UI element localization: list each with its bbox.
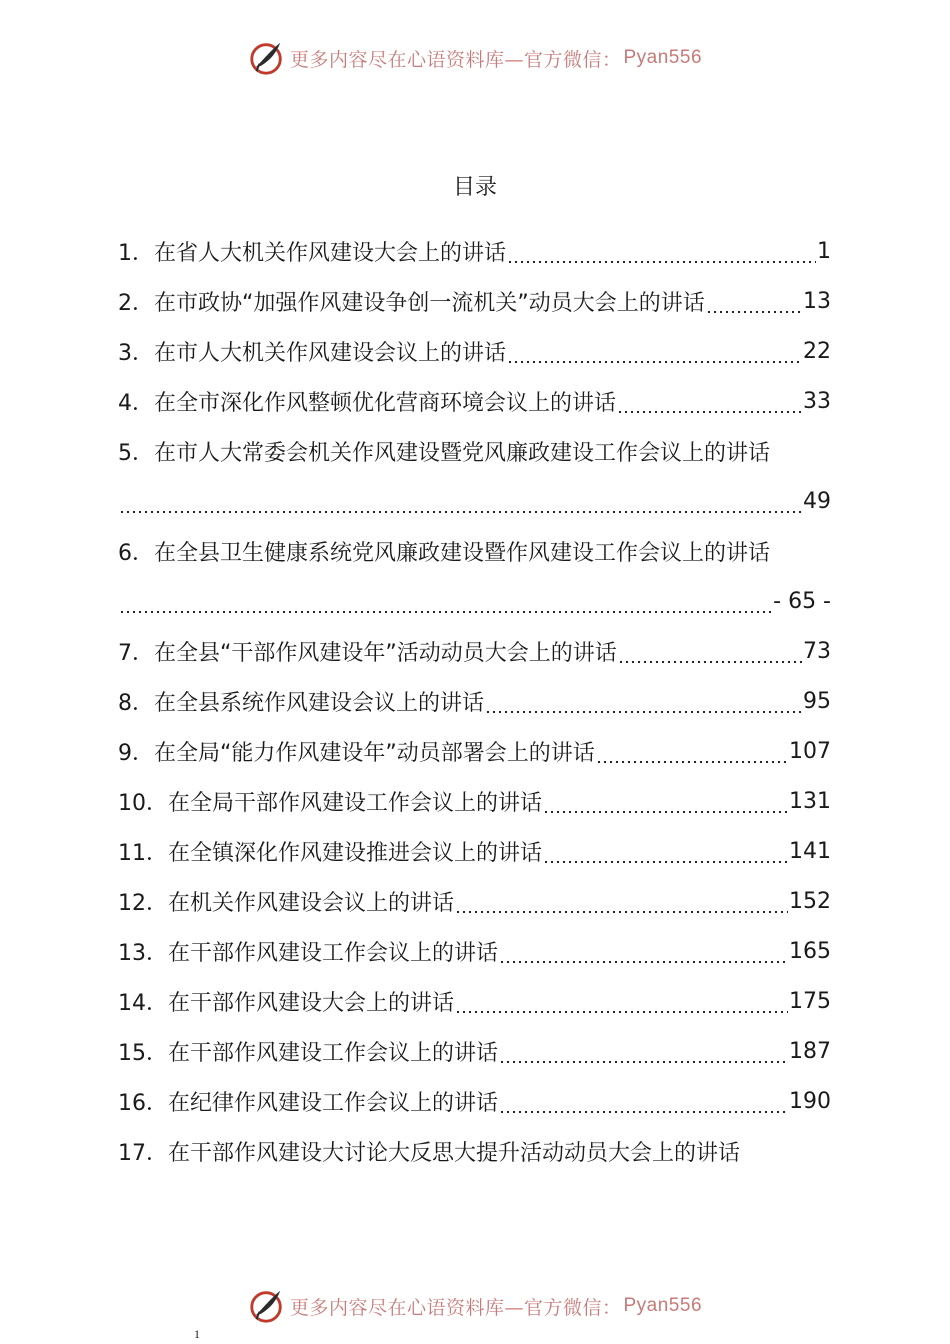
toc-entry-label: 10．在全局干部作风建设工作会议上的讲话 (118, 790, 542, 816)
leader-dots (596, 743, 788, 765)
toc-entry[interactable] (118, 1076, 831, 1126)
leader-dots (706, 293, 802, 315)
leader-dots (499, 1043, 788, 1065)
toc-entry-page: 49 (803, 488, 831, 514)
toc-entry[interactable] (118, 276, 831, 326)
toc-entry-page: 22 (803, 338, 831, 364)
toc-entry[interactable] (118, 526, 831, 576)
toc-entry-label: 17．在干部作风建设大讨论大反思大提升活动动员大会上的讲话 (118, 1140, 740, 1166)
quill-logo-icon (248, 1287, 286, 1325)
toc-entry-page: 33 (803, 388, 831, 414)
toc-entry-page: 13 (803, 288, 831, 314)
toc-entry[interactable] (118, 426, 831, 476)
toc-entry-label: 12．在机关作风建设会议上的讲话 (118, 890, 454, 916)
toc-entry-label: 2．在市政协“加强作风建设争创一流机关”动员大会上的讲话 (118, 290, 705, 316)
toc-entry[interactable] (118, 826, 831, 876)
watermark-wechat-id: Pyan556 (623, 1295, 703, 1316)
leader-dots (455, 993, 788, 1015)
leader-dots (507, 243, 816, 265)
leader-dots (543, 793, 788, 815)
toc-entry-page: 73 (803, 638, 831, 664)
watermark-text: 更多内容尽在心语资料库—官方微信： (289, 48, 622, 71)
leader-dots (499, 1093, 788, 1115)
toc-entry-page: - 65 - (773, 588, 831, 614)
toc-entry-label: 1．在省人大机关作风建设大会上的讲话 (118, 240, 506, 266)
toc-entry-page: 190 (789, 1088, 831, 1114)
toc-entry-page: 1 (817, 238, 831, 264)
toc-entry-page: 131 (789, 788, 831, 814)
toc-entry[interactable] (118, 876, 831, 926)
toc-entry-page: 152 (789, 888, 831, 914)
toc-entry-label: 11．在全镇深化作风建设推进会议上的讲话 (118, 840, 542, 866)
toc-entry-label: 5．在市人大常委会机关作风建设暨党风廉政建设工作会议上的讲话 (118, 440, 770, 466)
toc-entry[interactable] (118, 376, 831, 426)
toc-entry[interactable] (118, 776, 831, 826)
leader-dots (485, 693, 802, 715)
leader-dots (119, 593, 772, 615)
toc-entry-label: 3．在市人大机关作风建设会议上的讲话 (118, 340, 506, 366)
toc-entry[interactable] (118, 1026, 831, 1076)
toc-entry-label: 8．在全县系统作风建设会议上的讲话 (118, 690, 484, 716)
toc-entry-label: 15．在干部作风建设工作会议上的讲话 (118, 1040, 498, 1066)
watermark-footer (0, 1286, 950, 1326)
page-number: 1 (194, 1327, 200, 1341)
toc-entry-label: 7．在全县“干部作风建设年”活动动员大会上的讲话 (118, 640, 617, 666)
toc-entry[interactable] (118, 976, 831, 1026)
toc-entry-label: 6．在全县卫生健康系统党风廉政建设暨作风建设工作会议上的讲话 (118, 540, 770, 566)
watermark-header (0, 38, 950, 78)
leader-dots (119, 493, 802, 515)
toc-entry-label: 14．在干部作风建设大会上的讲话 (118, 990, 454, 1016)
toc-entry-continuation[interactable] (118, 576, 831, 626)
toc-title: 目录 (452, 175, 497, 200)
leader-dots (543, 843, 788, 865)
quill-logo-icon (248, 39, 286, 77)
toc-entry-page: 95 (803, 688, 831, 714)
leader-dots (618, 643, 802, 665)
toc-entry-page: 165 (789, 938, 831, 964)
table-of-contents (118, 226, 831, 1176)
toc-entry-label: 4．在全市深化作风整顿优化营商环境会议上的讲话 (118, 390, 616, 416)
toc-entry[interactable] (118, 626, 831, 676)
watermark-wechat-id: Pyan556 (623, 47, 703, 68)
toc-entry[interactable] (118, 676, 831, 726)
toc-entry-label: 9．在全局“能力作风建设年”动员部署会上的讲话 (118, 740, 595, 766)
leader-dots (455, 893, 788, 915)
toc-entry-page: 141 (789, 838, 831, 864)
toc-entry[interactable] (118, 926, 831, 976)
watermark-text: 更多内容尽在心语资料库—官方微信： (289, 1296, 622, 1319)
toc-entry[interactable] (118, 1126, 831, 1176)
toc-entry[interactable] (118, 326, 831, 376)
leader-dots (499, 943, 788, 965)
toc-entry-page: 175 (789, 988, 831, 1014)
toc-entry-page: 107 (789, 738, 831, 764)
toc-entry-page: 187 (789, 1038, 831, 1064)
toc-entry-label: 13．在干部作风建设工作会议上的讲话 (118, 940, 498, 966)
toc-entry[interactable] (118, 726, 831, 776)
leader-dots (617, 393, 802, 415)
leader-dots (507, 343, 802, 365)
toc-entry-continuation[interactable] (118, 476, 831, 526)
toc-entry[interactable] (118, 226, 831, 276)
toc-entry-label: 16．在纪律作风建设工作会议上的讲话 (118, 1090, 498, 1116)
